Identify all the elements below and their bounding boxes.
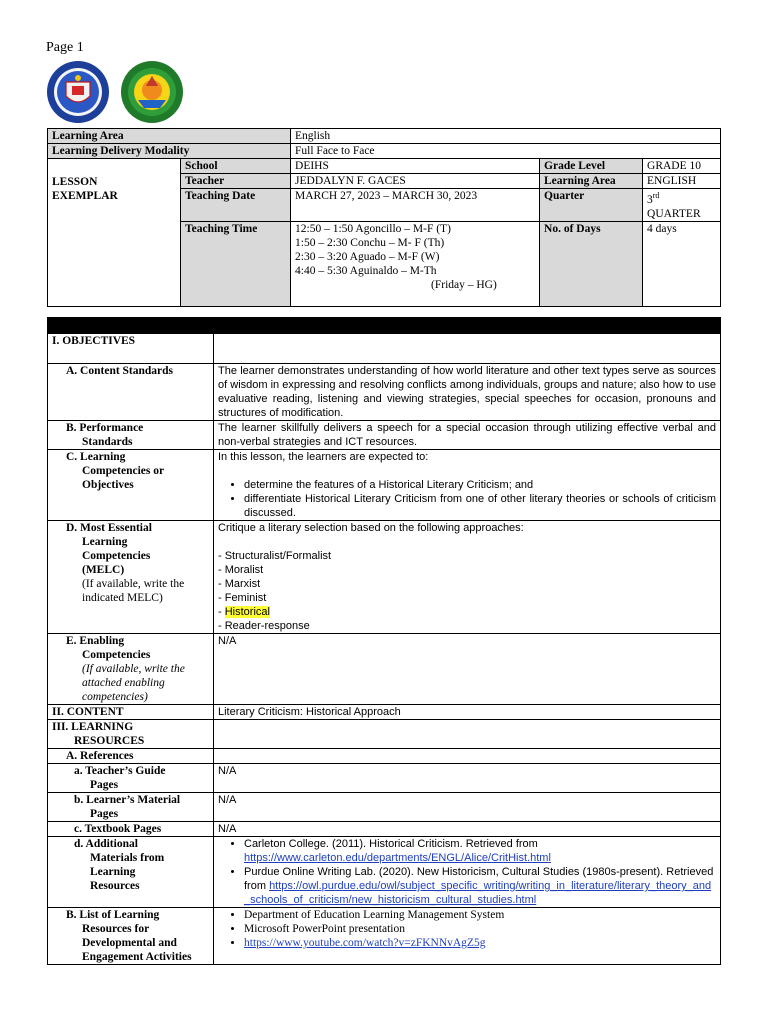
list-of-resources-label <box>48 908 214 965</box>
label-line: Pages <box>90 808 119 820</box>
modality-label: Learning Delivery Modality <box>48 144 291 159</box>
approach-item: - Reader-response <box>218 620 310 632</box>
label-line: d. Additional <box>74 838 138 850</box>
learners-material-value: N/A <box>214 793 721 822</box>
label-note: (If available, write the <box>82 578 185 590</box>
label-line: B. Performance <box>66 422 144 434</box>
learning-competencies-content <box>214 450 721 521</box>
teachers-guide-value: N/A <box>214 764 721 793</box>
label-note: (If available, write the <box>82 663 185 675</box>
list-item <box>244 865 716 907</box>
additional-materials-label <box>48 837 214 908</box>
list-item: • differentiate Historical Literary Criticism from one of other literary theories or schools of criticism discussed. <box>244 492 716 520</box>
days-value: 4 days <box>643 221 721 306</box>
label-line: Learning <box>90 866 136 878</box>
learning-competencies-label <box>48 450 214 521</box>
main-table <box>47 317 721 965</box>
quarter-value <box>643 189 721 222</box>
time-line: 12:50 – 1:50 Agoncillo – M-F (T) <box>295 222 451 235</box>
learning-area-label: Learning Area <box>48 129 291 144</box>
reference-text: Purdue Online Writing Lab. (2020). New Historicism, Cultural Studies (1980s-present). Retrieved from <box>244 866 714 892</box>
approach-item-historical <box>218 605 716 619</box>
references-label: A. References <box>48 749 214 764</box>
competencies-intro: In this lesson, the learners are expected to: <box>218 451 429 463</box>
content-value: Literary Criticism: Historical Approach <box>214 705 721 720</box>
objectives-value <box>214 334 721 364</box>
teaching-time-label: Teaching Time <box>181 221 291 306</box>
list-item: • determine the features of a Historical Literary Criticism; and <box>244 478 716 492</box>
carleton-link[interactable]: https://www.carleton.edu/departments/ENGL/Alice/CritHist.html <box>244 852 551 864</box>
label-line: Competencies <box>82 649 151 661</box>
days-label: No. of Days <box>540 221 643 306</box>
grade-level-value: GRADE 10 <box>643 159 721 174</box>
label-line: Resources for <box>82 923 150 935</box>
label-line: Competencies or <box>82 465 165 477</box>
label-line: Developmental and <box>82 937 177 949</box>
list-item: • Microsoft PowerPoint presentation <box>244 922 716 936</box>
enabling-competencies-label <box>48 634 214 705</box>
label-line: B. List of Learning <box>66 909 160 921</box>
label-note: competencies) <box>82 691 148 703</box>
deped-seal-logo <box>46 60 110 124</box>
modality-value: Full Face to Face <box>291 144 721 159</box>
performance-standards-label <box>48 421 214 450</box>
competencies-list <box>218 478 716 520</box>
label-line: E. Enabling <box>66 635 125 647</box>
learning-resources-label <box>48 720 214 749</box>
label-line: Learning <box>82 536 128 548</box>
time-line: 2:30 – 3:20 Aguado – M-F (W) <box>295 250 440 263</box>
label-note: attached enabling <box>82 677 165 689</box>
lesson-exemplar-label <box>48 159 181 307</box>
quarter-label: Quarter <box>540 189 643 222</box>
label-line: C. Learning <box>66 451 126 463</box>
textbook-pages-value: N/A <box>214 822 721 837</box>
label-line: a. Teacher’s Guide <box>74 765 166 777</box>
black-header-bar <box>48 318 721 334</box>
page-label: Page 1 <box>46 40 84 55</box>
learning-area-2-label: Learning Area <box>540 174 643 189</box>
lesson-exemplar-text: LESSON EXEMPLAR <box>52 176 118 202</box>
approach-item: - Feminist <box>218 592 267 604</box>
school-seal-logo <box>120 60 184 124</box>
teachers-guide-label <box>48 764 214 793</box>
enabling-value: N/A <box>214 634 721 705</box>
melc-label <box>48 521 214 634</box>
school-value: DEIHS <box>291 159 540 174</box>
school-label: School <box>181 159 291 174</box>
approach-item: - Structuralist/Formalist <box>218 550 332 562</box>
label-line: Competencies <box>82 550 151 562</box>
melc-intro: Critique a literary selection based on the following approaches: <box>218 522 524 534</box>
melc-content <box>214 521 721 634</box>
historical-highlight: Historical <box>224 606 270 618</box>
label-line: (MELC) <box>82 564 125 576</box>
performance-standards-text: The learner skillfully delivers a speech for a special occasion through utilizing effective verbal and non-verbal strategies and ICT resources. <box>214 421 721 450</box>
label-note: indicated MELC) <box>82 592 163 604</box>
reference-text: Carleton College. (2011). Historical Criticism. Retrieved from <box>244 838 538 850</box>
references-value <box>214 749 721 764</box>
time-line: 4:40 – 5:30 Aguinaldo – M-Th <box>295 264 437 277</box>
learning-area-value: English <box>291 129 721 144</box>
time-line: 1:50 – 2:30 Conchu – M- F (Th) <box>295 236 445 249</box>
label-line: RESOURCES <box>74 735 145 747</box>
label-line: Pages <box>90 779 119 791</box>
label-line: b. Learner’s Material <box>74 794 181 806</box>
list-item <box>244 837 716 865</box>
header-table <box>47 128 721 307</box>
purdue-link[interactable]: https://owl.purdue.edu/owl/subject_specific_writing/writing_in_literature/literary_theory_and_schools_of_criticism/new_historicism_cultural_studies.html <box>244 880 712 906</box>
learners-material-label <box>48 793 214 822</box>
label-line: Objectives <box>82 479 134 491</box>
list-item <box>244 936 716 950</box>
list-of-resources-content <box>214 908 721 965</box>
teaching-date-value: MARCH 27, 2023 – MARCH 30, 2023 <box>291 189 540 222</box>
quarter-suffix: rd <box>652 191 660 200</box>
quarter-word: QUARTER <box>647 207 701 220</box>
teacher-value: JEDDALYN F. GACES <box>291 174 540 189</box>
label-line: Standards <box>82 436 133 448</box>
teaching-date-label: Teaching Date <box>181 189 291 222</box>
learning-area-2-value: ENGLISH <box>643 174 721 189</box>
quarter-number: 3 <box>647 193 653 206</box>
approach-dash: - <box>218 606 225 618</box>
grade-level-label: Grade Level <box>540 159 643 174</box>
label-line: III. LEARNING <box>52 721 134 733</box>
label-line: Resources <box>90 880 140 892</box>
additional-materials-content <box>214 837 721 908</box>
resources-list <box>218 908 716 950</box>
label-line: Engagement Activities <box>82 951 192 963</box>
teacher-label: Teacher <box>181 174 291 189</box>
label-line: Materials from <box>90 852 165 864</box>
textbook-pages-label: c. Textbook Pages <box>48 822 214 837</box>
time-line: (Friday – HG) <box>431 278 497 291</box>
additional-materials-list <box>218 837 716 907</box>
approach-item: - Marxist <box>218 578 261 590</box>
content-label: II. CONTENT <box>48 705 214 720</box>
list-item: • Department of Education Learning Management System <box>244 908 716 922</box>
objectives-label: I. OBJECTIVES <box>48 334 214 364</box>
content-standards-label: A. Content Standards <box>48 364 214 421</box>
label-line: D. Most Essential <box>66 522 152 534</box>
teaching-time-value <box>291 221 540 306</box>
content-standards-text: The learner demonstrates understanding of how world literature and other text types serve as sources of wisdom in expressing and resolving conflicts among individuals, groups and nature; also how to use evaluative reading, listening and viewing strategies, special speeches for occasion, pronouns and structures of modification. <box>214 364 721 421</box>
approach-item: - Moralist <box>218 564 264 576</box>
learning-resources-value <box>214 720 721 749</box>
youtube-link[interactable]: https://www.youtube.com/watch?v=zFKNNvAgZ5g <box>244 937 486 949</box>
